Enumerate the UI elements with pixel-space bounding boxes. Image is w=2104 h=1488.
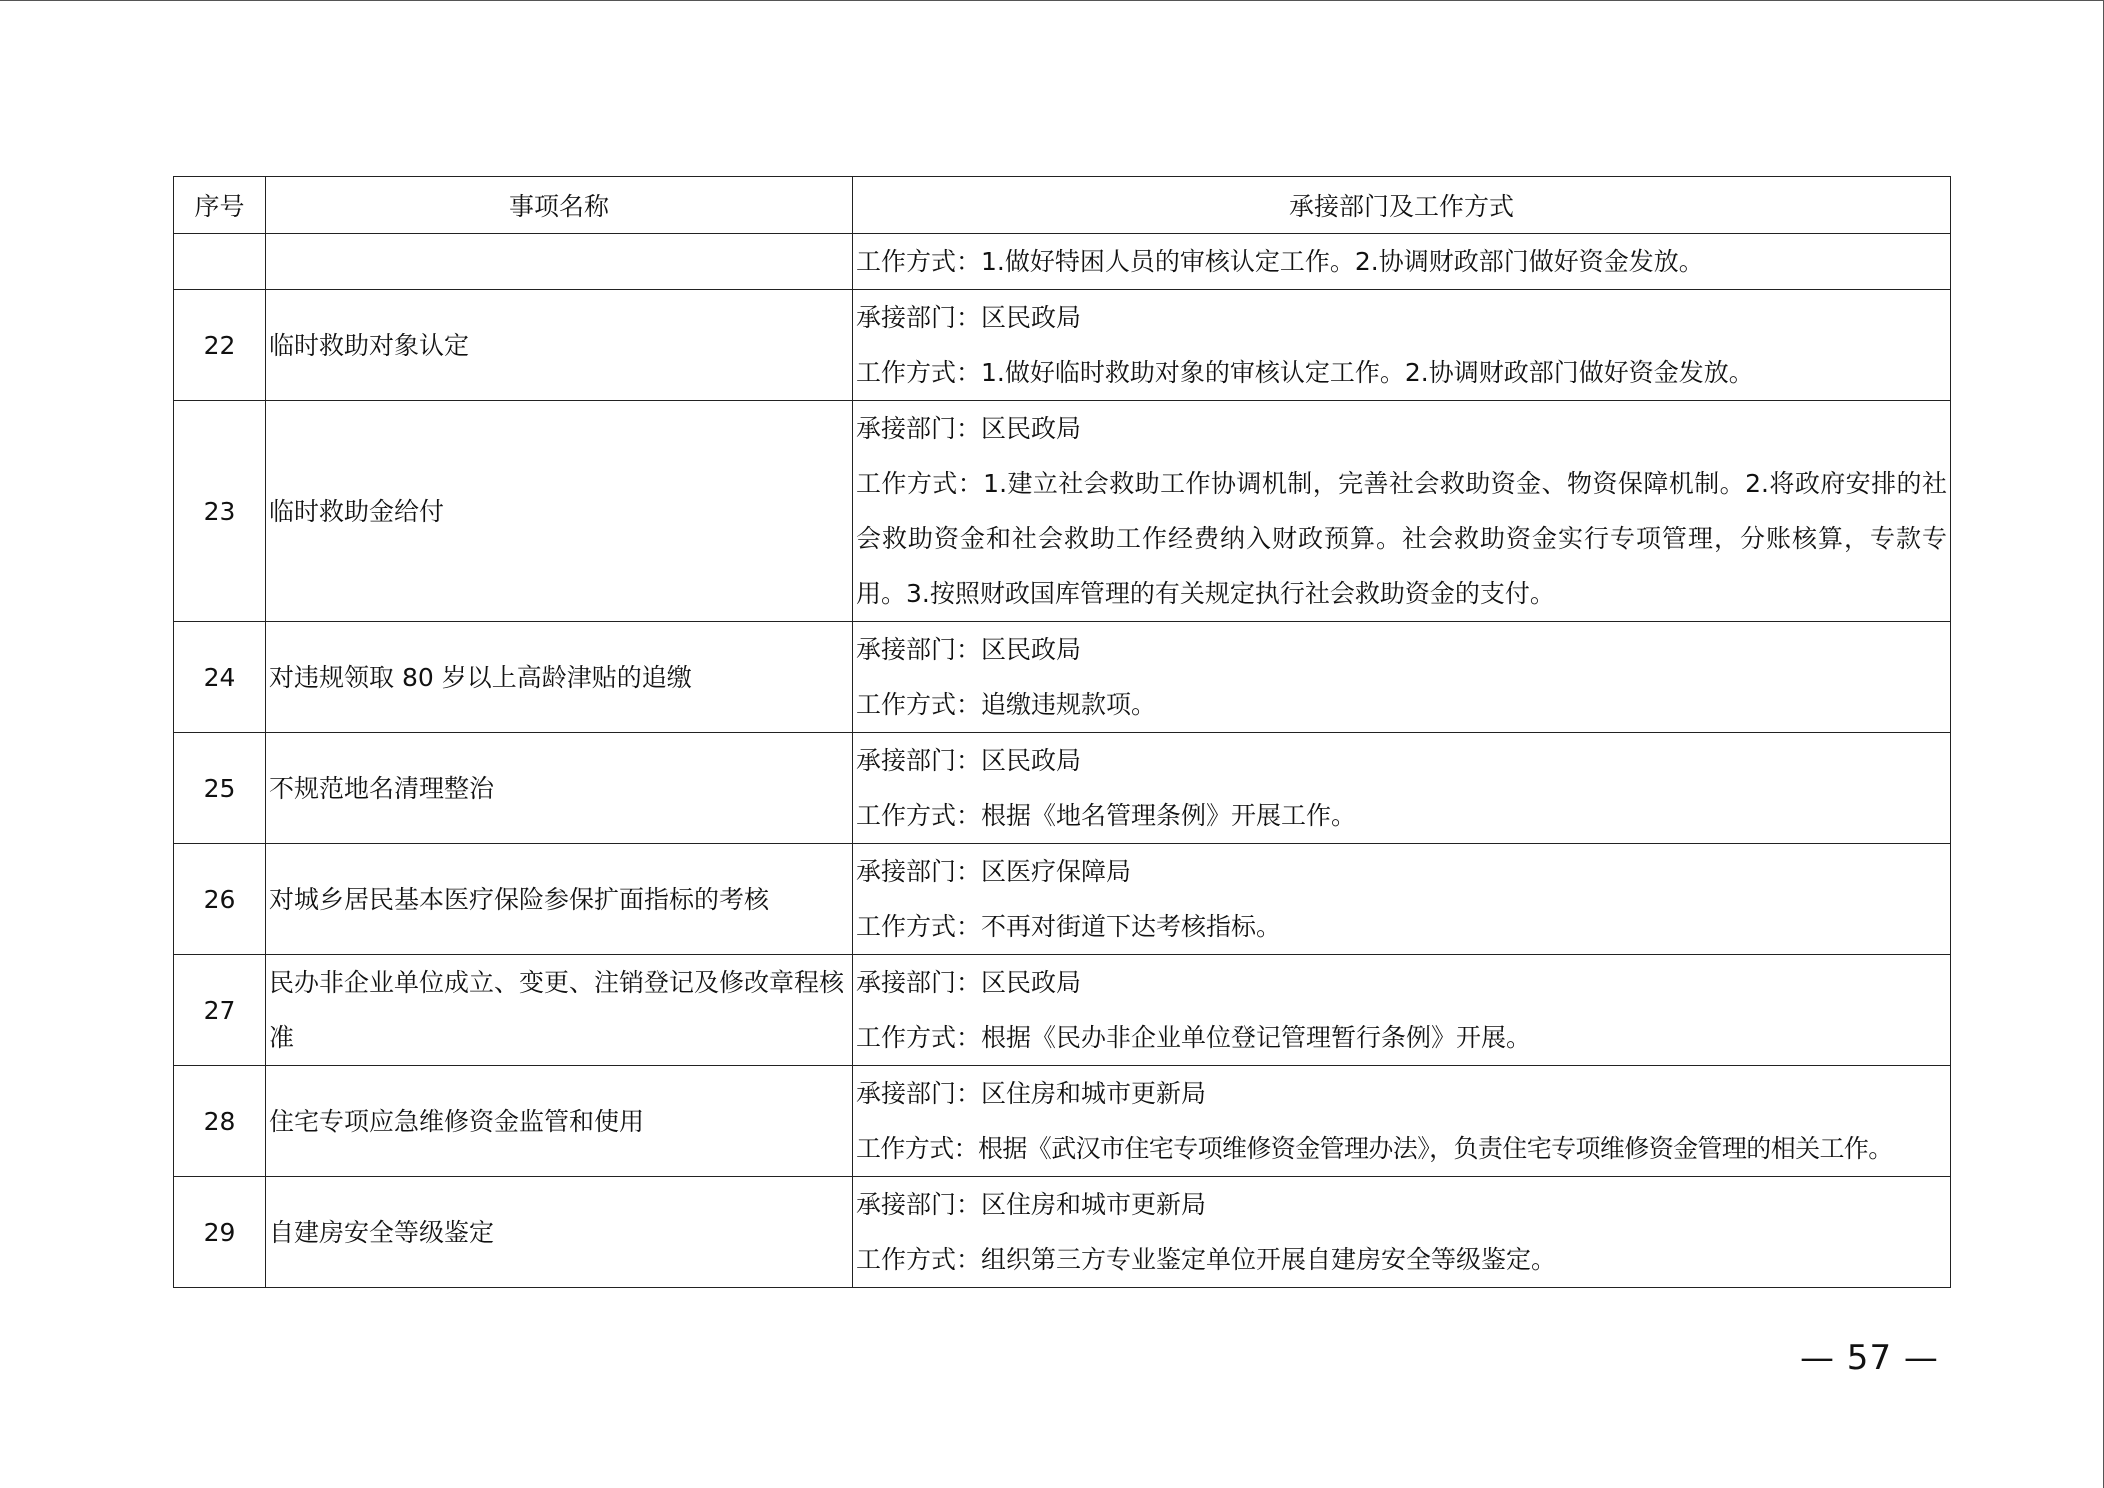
table-body bbox=[174, 234, 1951, 1288]
method-line: 工作方式：1.建立社会救助工作协调机制，完善社会救助资金、物资保障机制。2.将政府安排的社会救助资金和社会救助工作经费纳入财政预算。社会救助资金实行专项管理，分账核算，专款专用。3.按照财政国库管理的有关规定执行社会救助资金的支付。 bbox=[856, 469, 1947, 608]
method-line: 工作方式：组织第三方专业鉴定单位开展自建房安全等级鉴定。 bbox=[856, 1245, 1557, 1274]
cell-serial: 27 bbox=[174, 955, 266, 1066]
table-row bbox=[174, 955, 1951, 1066]
method-line: 工作方式：追缴违规款项。 bbox=[856, 690, 1157, 719]
method-line: 工作方式：根据《武汉市住宅专项维修资金管理办法》，负责住宅专项维修资金管理的相关工作。 bbox=[856, 1134, 1893, 1163]
header-serial: 序号 bbox=[174, 177, 266, 234]
method-line: 工作方式：1.做好临时救助对象的审核认定工作。2.协调财政部门做好资金发放。 bbox=[856, 358, 1754, 387]
table-row bbox=[174, 1066, 1951, 1177]
table-row-continuation bbox=[174, 234, 1951, 290]
header-row bbox=[174, 177, 1951, 234]
cell-serial: 26 bbox=[174, 844, 266, 955]
header-item-name: 事项名称 bbox=[266, 177, 853, 234]
cell-serial: 28 bbox=[174, 1066, 266, 1177]
table-header bbox=[174, 177, 1951, 234]
cell-item-name: 临时救助对象认定 bbox=[266, 290, 853, 401]
header-department-method: 承接部门及工作方式 bbox=[853, 177, 1951, 234]
method-line: 工作方式：1.做好特困人员的审核认定工作。2.协调财政部门做好资金发放。 bbox=[856, 247, 1704, 276]
department-line: 承接部门：区民政局 bbox=[856, 968, 1082, 997]
cell-department-method bbox=[853, 290, 1951, 401]
cell-department-method bbox=[853, 844, 1951, 955]
cell-serial: 22 bbox=[174, 290, 266, 401]
department-line: 承接部门：区医疗保障局 bbox=[856, 857, 1132, 886]
items-table bbox=[173, 176, 1951, 1288]
department-line: 承接部门：区住房和城市更新局 bbox=[856, 1190, 1207, 1219]
table-row bbox=[174, 1177, 1951, 1288]
cell-item-name: 不规范地名清理整治 bbox=[266, 733, 853, 844]
cell-department-method bbox=[853, 1177, 1951, 1288]
cell-department-method bbox=[853, 955, 1951, 1066]
cell-department-method bbox=[853, 234, 1951, 290]
cell-item-name: 民办非企业单位成立、变更、注销登记及修改章程核准 bbox=[266, 955, 853, 1066]
table-row bbox=[174, 844, 1951, 955]
page-border-top bbox=[0, 0, 2104, 1]
department-line: 承接部门：区民政局 bbox=[856, 746, 1082, 775]
cell-department-method bbox=[853, 401, 1951, 622]
department-line: 承接部门：区民政局 bbox=[856, 635, 1082, 664]
cell-serial: 25 bbox=[174, 733, 266, 844]
table-row bbox=[174, 401, 1951, 622]
cell-serial bbox=[174, 234, 266, 290]
cell-serial: 29 bbox=[174, 1177, 266, 1288]
cell-serial: 24 bbox=[174, 622, 266, 733]
cell-serial: 23 bbox=[174, 401, 266, 622]
department-line: 承接部门：区民政局 bbox=[856, 303, 1082, 332]
cell-item-name: 临时救助金给付 bbox=[266, 401, 853, 622]
method-line: 工作方式：根据《民办非企业单位登记管理暂行条例》开展。 bbox=[856, 1023, 1532, 1052]
cell-item-name: 对城乡居民基本医疗保险参保扩面指标的考核 bbox=[266, 844, 853, 955]
cell-item-name: 住宅专项应急维修资金监管和使用 bbox=[266, 1066, 853, 1177]
department-line: 承接部门：区民政局 bbox=[856, 414, 1082, 443]
cell-department-method bbox=[853, 622, 1951, 733]
table-row bbox=[174, 733, 1951, 844]
cell-item-name: 自建房安全等级鉴定 bbox=[266, 1177, 853, 1288]
table-row bbox=[174, 290, 1951, 401]
cell-item-name bbox=[266, 234, 853, 290]
method-line: 工作方式：不再对街道下达考核指标。 bbox=[856, 912, 1282, 941]
department-line: 承接部门：区住房和城市更新局 bbox=[856, 1079, 1207, 1108]
cell-department-method bbox=[853, 733, 1951, 844]
cell-item-name: 对违规领取 80 岁以上高龄津贴的追缴 bbox=[266, 622, 853, 733]
table-row bbox=[174, 622, 1951, 733]
page-number: — 57 — bbox=[1800, 1338, 1939, 1378]
cell-department-method bbox=[853, 1066, 1951, 1177]
method-line: 工作方式：根据《地名管理条例》开展工作。 bbox=[856, 801, 1357, 830]
